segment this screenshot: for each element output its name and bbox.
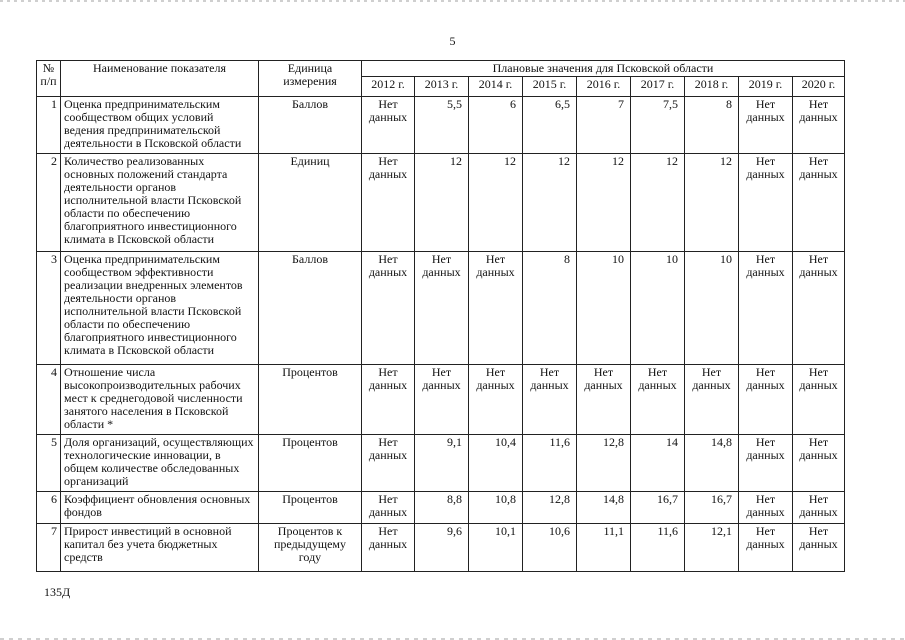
header-unit: Единица измерения [259,61,362,97]
indicator-value: Нет данных [793,365,845,435]
indicator-unit: Процентов [259,365,362,435]
indicator-value: Нет данных [793,252,845,365]
header-name: Наименование показателя [61,61,259,97]
table-row [37,492,845,524]
indicator-unit: Баллов [259,252,362,365]
indicator-name: Отношение числа высокопроизводительных рабочих мест к среднегодовой численности занятого населения в Псковской области * [61,365,259,435]
row-number: 3 [37,252,61,365]
indicator-value: 12 [523,154,577,252]
indicator-value: Нет данных [739,365,793,435]
scan-edge-top [0,0,905,2]
page-number: 5 [449,34,456,48]
indicator-value: 12 [415,154,469,252]
indicators-table [36,60,845,572]
indicator-value: 10 [685,252,739,365]
header-year: 2014 г. [469,77,523,97]
indicator-value: Нет данных [362,365,415,435]
row-number: 5 [37,435,61,492]
indicator-value: 7,5 [631,97,685,154]
indicator-unit: Баллов [259,97,362,154]
table-row [37,435,845,492]
indicator-unit: Процентов [259,492,362,524]
indicator-value: 10,8 [469,492,523,524]
indicator-value: Нет данных [793,492,845,524]
indicator-unit: Процентов к предыдущему году [259,524,362,572]
indicator-value: Нет данных [739,524,793,572]
indicator-value: Нет данных [793,524,845,572]
indicator-value: Нет данных [685,365,739,435]
indicator-value: 10 [631,252,685,365]
indicator-value: Нет данных [793,97,845,154]
indicator-name: Количество реализованных основных положений стандарта деятельности органов исполнительной власти Псковской области по обеспечению благоприятного инвестиционного климата в Псковской области [61,154,259,252]
indicator-value: 12,8 [523,492,577,524]
header-year: 2015 г. [523,77,577,97]
row-number: 6 [37,492,61,524]
indicator-name: Доля организаций, осуществляющих технологические инновации, в общем количестве обследованных организаций [61,435,259,492]
indicator-name: Коэффициент обновления основных фондов [61,492,259,524]
indicator-value: Нет данных [362,492,415,524]
indicator-value: Нет данных [523,365,577,435]
indicator-name: Оценка предпринимательским сообществом общих условий ведения предпринимательской деятельности в Псковской области [61,97,259,154]
indicator-unit: Единиц [259,154,362,252]
indicator-value: 10,4 [469,435,523,492]
indicator-value: 12 [469,154,523,252]
table-row [37,365,845,435]
indicator-value: 10,6 [523,524,577,572]
indicator-value: Нет данных [362,154,415,252]
indicator-value: 12,8 [577,435,631,492]
indicator-value: 5,5 [415,97,469,154]
indicator-value: Нет данных [631,365,685,435]
indicator-value: Нет данных [362,524,415,572]
indicator-value: Нет данных [739,97,793,154]
table-row [37,252,845,365]
table-body [37,97,845,572]
table-header-row [37,61,845,77]
indicator-value: 8 [685,97,739,154]
header-year: 2017 г. [631,77,685,97]
indicator-unit: Процентов [259,435,362,492]
indicator-value: 12 [577,154,631,252]
indicator-value: 12 [685,154,739,252]
row-number: 4 [37,365,61,435]
indicator-value: 10 [577,252,631,365]
indicator-value: Нет данных [362,97,415,154]
table-row [37,524,845,572]
indicator-value: 12 [631,154,685,252]
table-row [37,97,845,154]
indicator-value: Нет данных [739,154,793,252]
header-year: 2013 г. [415,77,469,97]
row-number: 2 [37,154,61,252]
indicator-value: Нет данных [739,252,793,365]
indicator-value: 8 [523,252,577,365]
indicator-value: Нет данных [739,435,793,492]
indicator-value: 9,1 [415,435,469,492]
header-year: 2016 г. [577,77,631,97]
header-year: 2019 г. [739,77,793,97]
indicator-name: Прирост инвестиций в основной капитал без учета бюджетных средств [61,524,259,572]
indicator-value: 14 [631,435,685,492]
indicator-value: Нет данных [793,435,845,492]
indicator-value: 6 [469,97,523,154]
indicator-value: 16,7 [631,492,685,524]
header-year: 2020 г. [793,77,845,97]
indicator-value: 11,6 [523,435,577,492]
header-num: № п/п [37,61,61,97]
indicator-value: Нет данных [469,365,523,435]
indicator-value: 11,6 [631,524,685,572]
indicator-value: 16,7 [685,492,739,524]
header-year: 2018 г. [685,77,739,97]
footer-code: 135Д [44,585,71,599]
indicator-value: 14,8 [577,492,631,524]
header-year: 2012 г. [362,77,415,97]
row-number: 1 [37,97,61,154]
indicator-value: 11,1 [577,524,631,572]
indicator-name: Оценка предпринимательским сообществом эффективности реализации внедренных элементов деятельности органов исполнительной власти Псковской области по обеспечению благоприятного инвестиционного климата в Псковской области [61,252,259,365]
table-row [37,154,845,252]
indicator-value: 9,6 [415,524,469,572]
indicator-value: Нет данных [362,252,415,365]
indicator-value: Нет данных [577,365,631,435]
indicator-value: 8,8 [415,492,469,524]
indicator-value: Нет данных [362,435,415,492]
row-number: 7 [37,524,61,572]
indicator-value: Нет данных [415,252,469,365]
indicator-value: Нет данных [793,154,845,252]
indicator-value: 14,8 [685,435,739,492]
header-planned-values: Плановые значения для Псковской области [362,61,845,77]
indicator-value: 12,1 [685,524,739,572]
indicator-value: Нет данных [415,365,469,435]
indicator-value: Нет данных [469,252,523,365]
indicator-value: 6,5 [523,97,577,154]
indicator-value: 7 [577,97,631,154]
indicator-value: Нет данных [739,492,793,524]
indicator-value: 10,1 [469,524,523,572]
